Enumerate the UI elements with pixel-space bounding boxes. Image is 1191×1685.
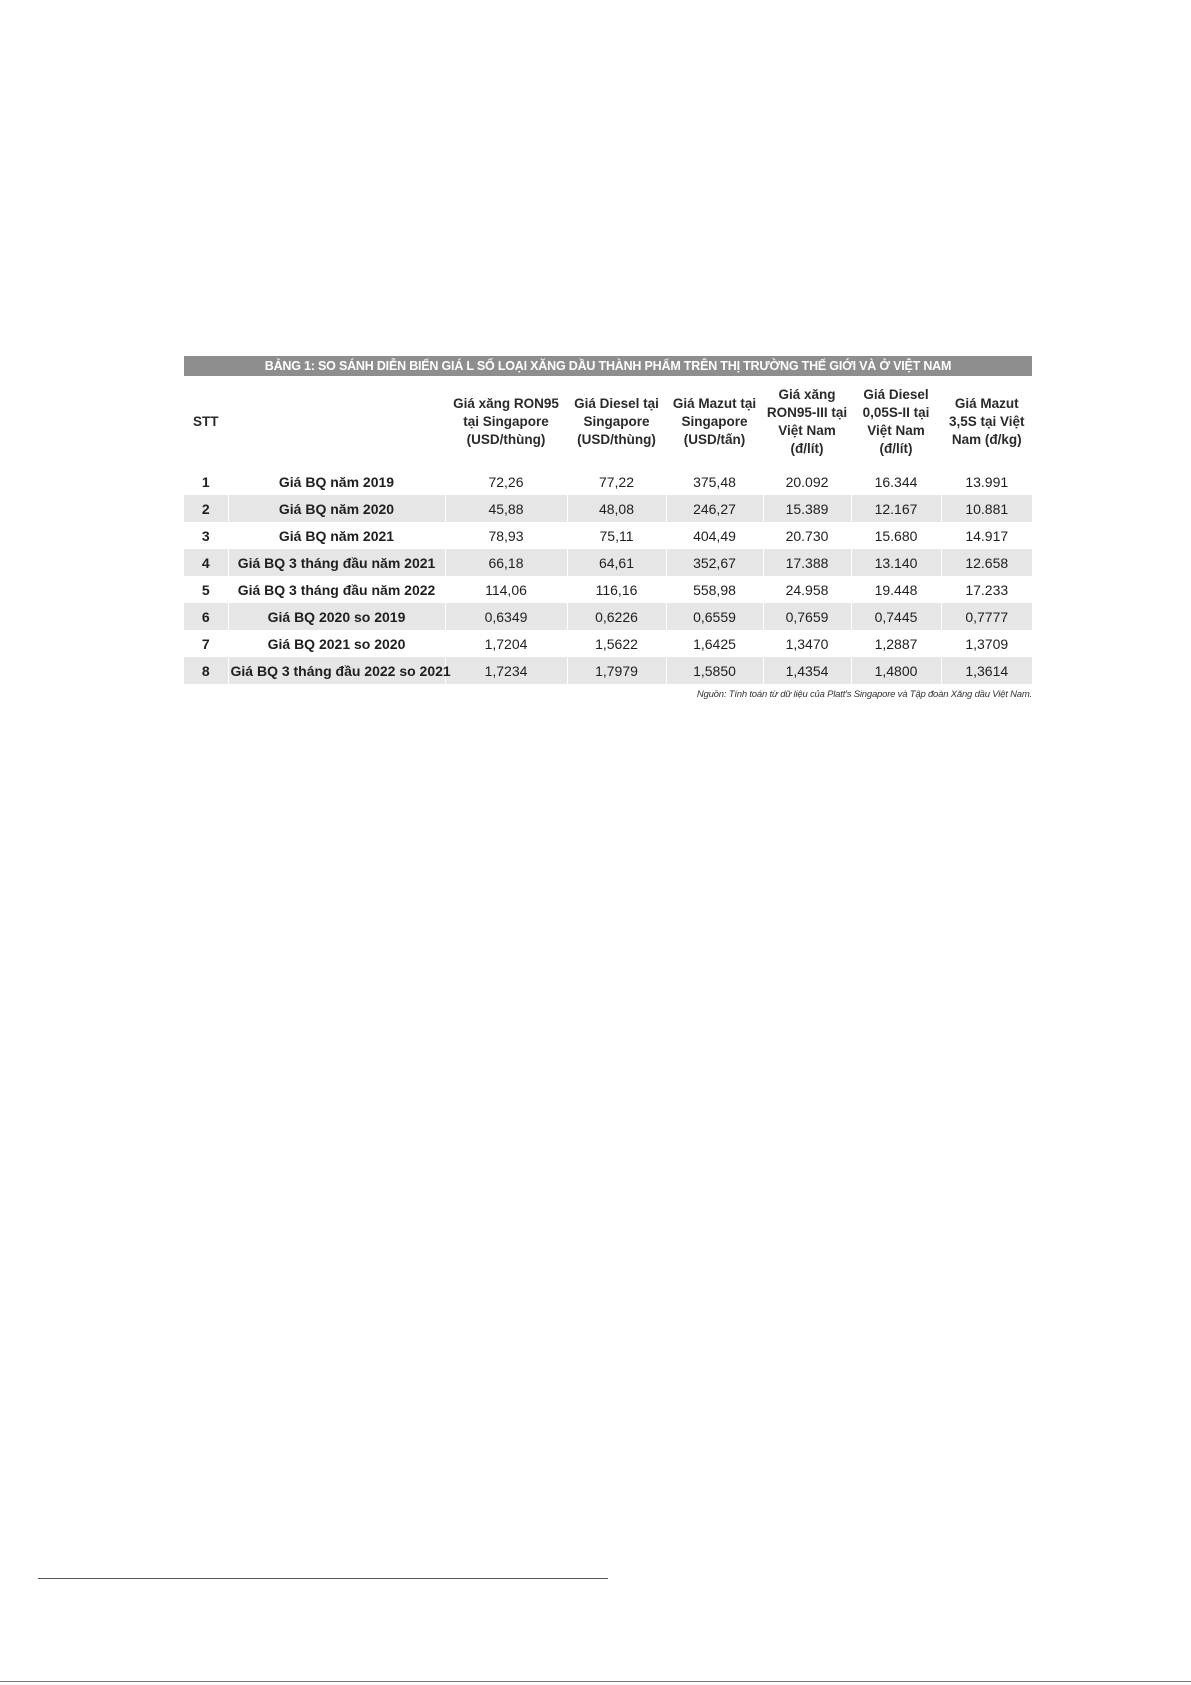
table-header-row xyxy=(184,376,1032,468)
table-cell: 1,7234 xyxy=(445,657,567,684)
table-cell: 14.917 xyxy=(941,522,1032,549)
header-stt: STT xyxy=(184,376,228,468)
table-cell: 12.167 xyxy=(851,495,941,522)
table-cell: 558,98 xyxy=(666,576,763,603)
table-cell: 352,67 xyxy=(666,549,763,576)
table-cell: 0,6559 xyxy=(666,603,763,630)
table-cell: 17.388 xyxy=(763,549,851,576)
table-cell: 246,27 xyxy=(666,495,763,522)
row-label: Giá BQ 3 tháng đầu năm 2021 xyxy=(228,549,445,576)
row-label: Giá BQ năm 2021 xyxy=(228,522,445,549)
table-cell: 1,6425 xyxy=(666,630,763,657)
price-comparison-table xyxy=(184,376,1032,684)
table-cell: 0,7659 xyxy=(763,603,851,630)
table-cell: 1,5622 xyxy=(567,630,666,657)
row-number: 6 xyxy=(184,603,228,630)
price-comparison-table-block xyxy=(184,356,1032,700)
table-cell: 64,61 xyxy=(567,549,666,576)
table-cell: 404,49 xyxy=(666,522,763,549)
row-number: 4 xyxy=(184,549,228,576)
table-cell: 20.092 xyxy=(763,468,851,495)
row-number: 1 xyxy=(184,468,228,495)
table-cell: 15.680 xyxy=(851,522,941,549)
source-note: Nguồn: Tính toán từ dữ liệu của Platt's Singapore và Tập đoàn Xăng dầu Việt Nam. xyxy=(696,689,1032,700)
table-row xyxy=(184,603,1032,630)
header-col-7: Giá Mazut 3,5S tại Việt Nam (đ/kg) xyxy=(948,396,1025,447)
table-cell: 1,7204 xyxy=(445,630,567,657)
table-row xyxy=(184,522,1032,549)
table-cell: 13.991 xyxy=(941,468,1032,495)
table-cell: 77,22 xyxy=(567,468,666,495)
row-number: 2 xyxy=(184,495,228,522)
header-col-6: Giá Diesel 0,05S-II tại Việt Nam (đ/lít) xyxy=(851,376,941,468)
row-number: 8 xyxy=(184,657,228,684)
footnote-divider xyxy=(38,1578,608,1579)
table-cell: 17.233 xyxy=(941,576,1032,603)
header-label xyxy=(228,376,445,468)
row-label: Giá BQ năm 2020 xyxy=(228,495,445,522)
header-col-4: Giá Mazut tại Singapore (USD/tấn) xyxy=(666,376,763,468)
table-cell: 1,4354 xyxy=(763,657,851,684)
table-cell: 1,2887 xyxy=(851,630,941,657)
table-cell: 116,16 xyxy=(567,576,666,603)
table-cell: 72,26 xyxy=(445,468,567,495)
table-cell: 16.344 xyxy=(851,468,941,495)
table-cell: 75,11 xyxy=(567,522,666,549)
row-number: 5 xyxy=(184,576,228,603)
table-row xyxy=(184,576,1032,603)
table-cell: 0,6349 xyxy=(445,603,567,630)
page-bottom-divider xyxy=(0,1681,1191,1682)
table-cell: 0,7777 xyxy=(941,603,1032,630)
table-title: BẢNG 1: SO SÁNH DIỄN BIẾN GIÁ L SỐ LOẠI XĂNG DẦU THÀNH PHẨM TRÊN THỊ TRƯỜNG THẾ GIỚI VÀ Ở VIỆT NAM xyxy=(184,356,1032,376)
table-body xyxy=(184,468,1032,684)
header-col-3: Giá Diesel tại Singapore (USD/thùng) xyxy=(567,376,666,468)
table-cell: 1,3470 xyxy=(763,630,851,657)
table-row xyxy=(184,468,1032,495)
table-cell: 20.730 xyxy=(763,522,851,549)
table-cell: 1,5850 xyxy=(666,657,763,684)
header-col-5: Giá xăng RON95-III tại Việt Nam (đ/lít) xyxy=(763,376,851,468)
row-number: 7 xyxy=(184,630,228,657)
table-cell: 48,08 xyxy=(567,495,666,522)
table-cell: 45,88 xyxy=(445,495,567,522)
table-cell: 1,4800 xyxy=(851,657,941,684)
table-cell: 10.881 xyxy=(941,495,1032,522)
row-label: Giá BQ năm 2019 xyxy=(228,468,445,495)
table-cell: 1,7979 xyxy=(567,657,666,684)
row-label: Giá BQ 3 tháng đầu 2022 so 2021 xyxy=(228,657,445,684)
table-cell: 78,93 xyxy=(445,522,567,549)
table-cell: 1,3709 xyxy=(941,630,1032,657)
table-row xyxy=(184,495,1032,522)
table-cell: 66,18 xyxy=(445,549,567,576)
table-cell: 0,6226 xyxy=(567,603,666,630)
row-number: 3 xyxy=(184,522,228,549)
table-cell: 114,06 xyxy=(445,576,567,603)
header-col-2: Giá xăng RON95 tại Singapore (USD/thùng) xyxy=(445,376,567,468)
table-cell: 12.658 xyxy=(941,549,1032,576)
table-row xyxy=(184,657,1032,684)
table-cell: 24.958 xyxy=(763,576,851,603)
table-cell: 19.448 xyxy=(851,576,941,603)
table-row xyxy=(184,549,1032,576)
row-label: Giá BQ 2021 so 2020 xyxy=(228,630,445,657)
row-label: Giá BQ 3 tháng đầu năm 2022 xyxy=(228,576,445,603)
table-cell: 0,7445 xyxy=(851,603,941,630)
table-cell: 1,3614 xyxy=(941,657,1032,684)
table-cell: 15.389 xyxy=(763,495,851,522)
row-label: Giá BQ 2020 so 2019 xyxy=(228,603,445,630)
table-cell: 375,48 xyxy=(666,468,763,495)
table-cell: 13.140 xyxy=(851,549,941,576)
table-row xyxy=(184,630,1032,657)
